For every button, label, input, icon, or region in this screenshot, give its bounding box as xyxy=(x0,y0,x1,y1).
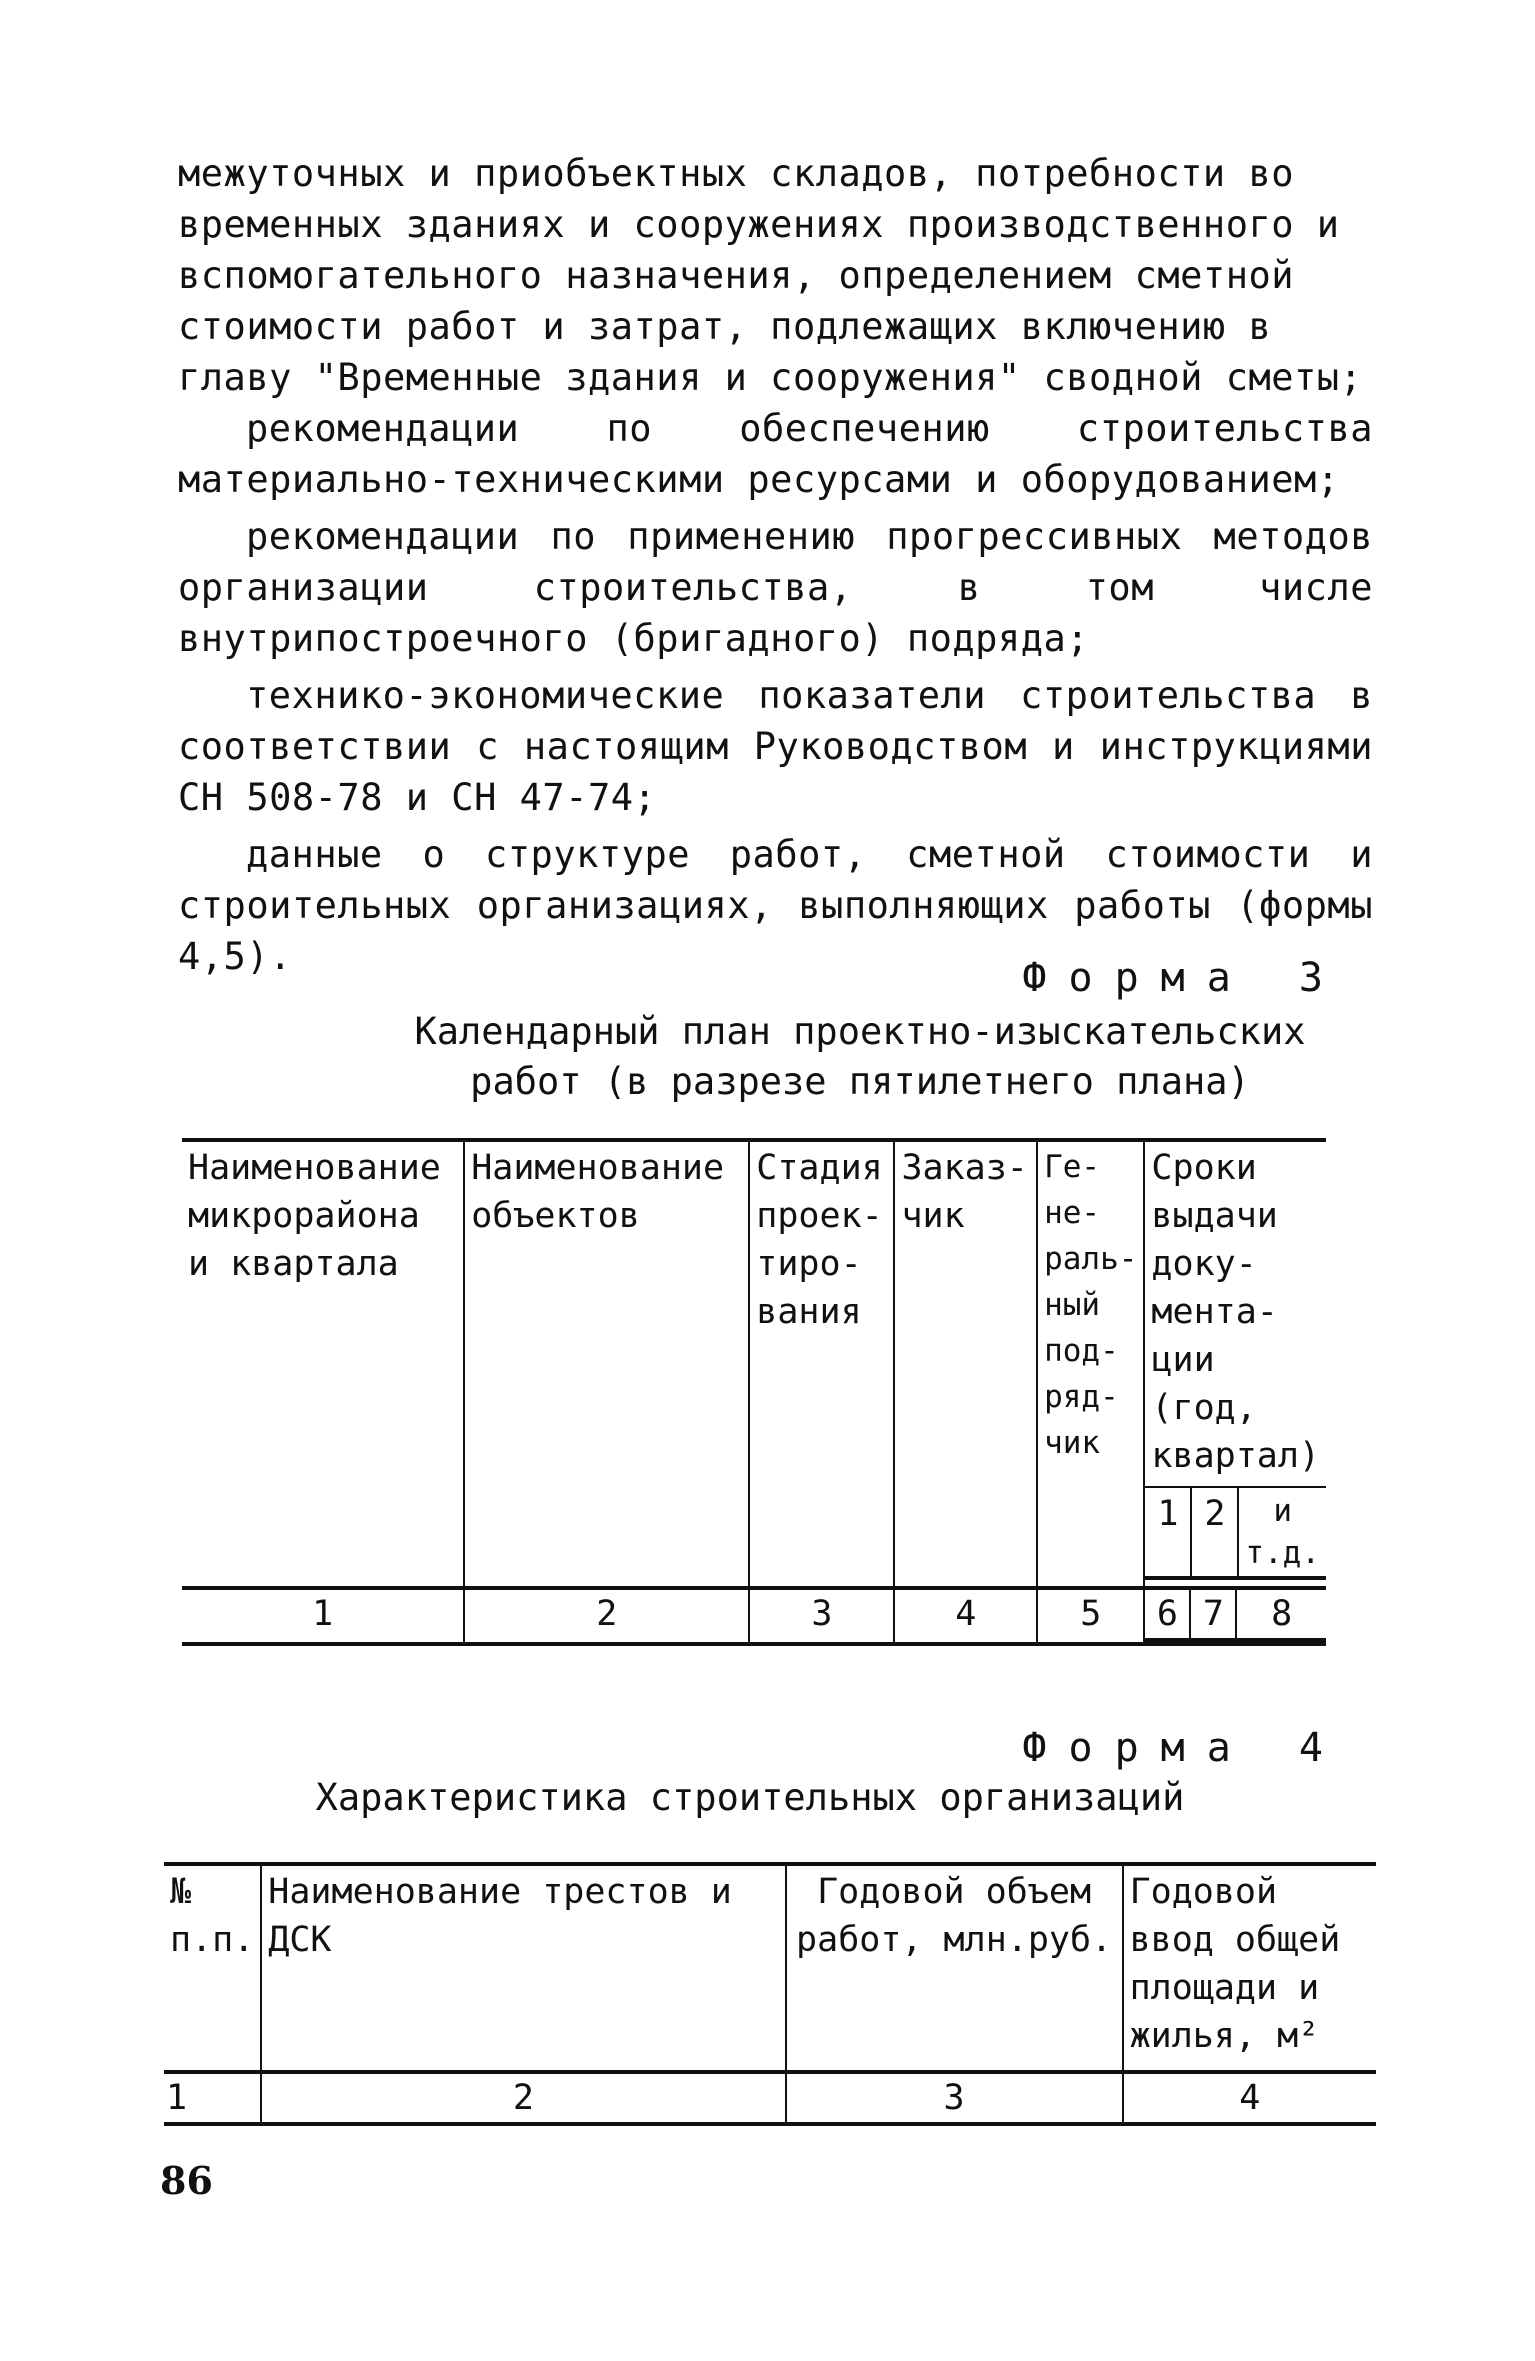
col-number: 4 xyxy=(894,1588,1037,1644)
table-header-row xyxy=(182,1140,1326,1588)
paragraph-resources: рекомендации по обеспечению строительства материально-техническими ресурсами и оборудованием; xyxy=(178,407,1373,501)
text-line: вспомогательного назначения, определением сметной xyxy=(178,254,1295,297)
table-header-row xyxy=(164,1864,1376,2072)
page-number: 86 xyxy=(160,2158,213,2203)
paragraph-indicators: технико-экономические показатели строительства в соответствии с настоящим Руководством и инструкциями СН 508-78 и СН 47-74; xyxy=(178,674,1373,819)
header-microdistrict: Наименование микрорайона и квартала xyxy=(182,1140,464,1588)
deadlines-subheader xyxy=(1145,1486,1326,1580)
col-number: 3 xyxy=(749,1588,894,1644)
col-number: 3 xyxy=(786,2072,1123,2124)
form3-caption-line1: Календарный план проектно-изыскательских xyxy=(414,1010,1306,1053)
header-trust-name: Наименование трестов и ДСК xyxy=(261,1864,785,2072)
body-text xyxy=(178,148,1373,982)
form3-label: Форма 3 xyxy=(1022,955,1345,1001)
header-objects: Наименование объектов xyxy=(464,1140,749,1588)
col-number-group xyxy=(1144,1588,1326,1644)
header-annual-housing: Годовой ввод общей площади и жилья, м² xyxy=(1123,1864,1376,2072)
col-number: 5 xyxy=(1037,1588,1144,1644)
paragraph-methods: рекомендации по применению прогрессивных методов организации строительства, в том числе внутрипостроечного (бригадного) подряда; xyxy=(178,515,1373,660)
subheader-2: 2 xyxy=(1191,1487,1238,1578)
col-number: 4 xyxy=(1123,2072,1376,2124)
subheader-1: 1 xyxy=(1145,1487,1191,1578)
header-design-stage: Стадия проек-тиро-вания xyxy=(749,1140,894,1588)
col-number: 8 xyxy=(1236,1590,1326,1640)
header-customer: Заказ-чик xyxy=(894,1140,1037,1588)
header-deadlines xyxy=(1144,1140,1326,1588)
col-number: 2 xyxy=(261,2072,785,2124)
col-number: 2 xyxy=(464,1588,749,1644)
column-numbers-row xyxy=(182,1588,1326,1644)
text-line: главу "Временные здания и сооружения" сводной сметы; xyxy=(178,356,1363,399)
header-number: № п.п. xyxy=(164,1864,261,2072)
header-general-contractor: Ге-не-раль-ный под-ряд-чик xyxy=(1037,1140,1144,1588)
header-deadlines-label: Сроки выдачи доку-мента-ции (год, квартал) xyxy=(1151,1148,1320,1476)
col-number: 1 xyxy=(182,1588,464,1644)
form3-caption xyxy=(360,1007,1360,1107)
text-line: стоимости работ и затрат, подлежащих включению в xyxy=(178,305,1272,348)
form3-table xyxy=(182,1138,1326,1646)
header-annual-volume: Годовой объем работ, млн.руб. xyxy=(786,1864,1123,2072)
col-number: 7 xyxy=(1190,1590,1236,1640)
form4-label: Форма 4 xyxy=(1022,1725,1345,1771)
paragraph-structure: данные о структуре работ, сметной стоимости и строительных организациях, выполняющих работы (формы 4,5). xyxy=(178,833,1373,978)
text-line: временных зданиях и сооружениях производственного и xyxy=(178,203,1340,246)
column-numbers-row xyxy=(164,2072,1376,2124)
col-number: 6 xyxy=(1145,1590,1190,1640)
col-number: 1 xyxy=(164,2072,261,2124)
form4-table xyxy=(164,1862,1376,2126)
form4-caption: Характеристика строительных организаций xyxy=(315,1776,1185,1819)
text-line: межуточных и приобъектных складов, потребности во xyxy=(178,152,1295,195)
subheader-etc: и т.д. xyxy=(1238,1487,1326,1578)
form3-caption-line2: работ (в разрезе пятилетнего плана) xyxy=(470,1060,1250,1103)
